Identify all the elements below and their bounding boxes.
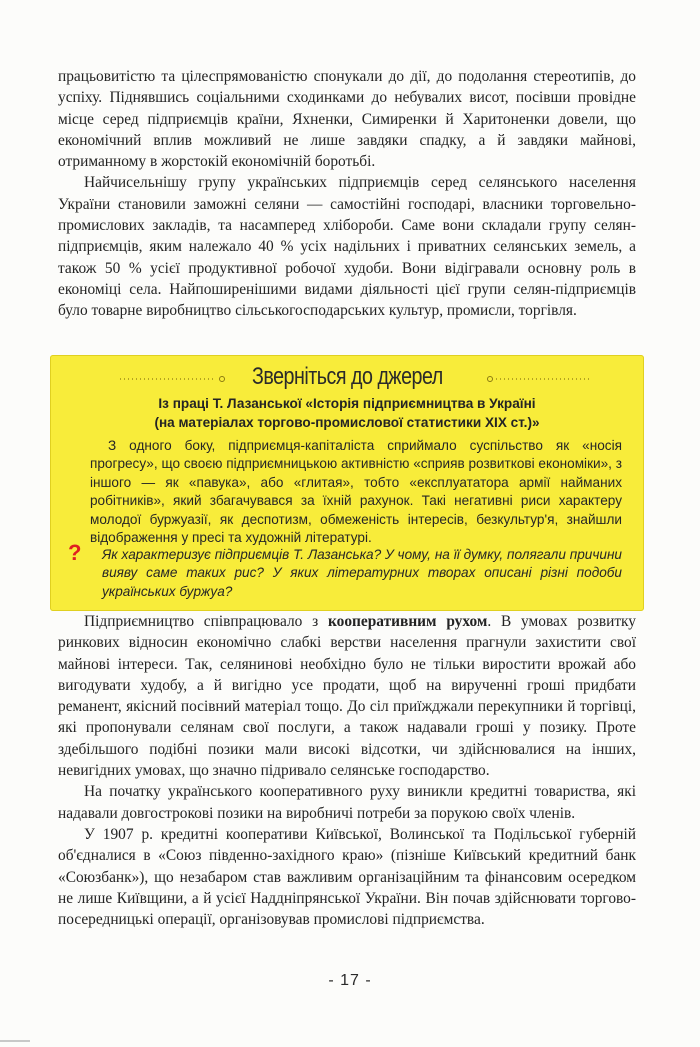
paragraph: На початку українського кооперативного руху виникли кредитні товариства, які надавали довгострокові позики на виробничі потреби за порукою своїх членів.	[58, 783, 636, 822]
bold-term: кооперативним рухом	[327, 613, 488, 630]
source-box-heading	[50, 361, 644, 393]
scan-edge-mark	[0, 1040, 30, 1042]
source-question: Як характеризує підприємців Т. Лазанська? У чому, на її думку, полягали причини вияву саме таких рис? У яких літературних творах описані різні подоби українських буржуа?	[102, 547, 622, 599]
page-number: - 17 -	[328, 972, 372, 989]
dotted-ornament-right-icon	[482, 375, 592, 383]
source-callout-box	[50, 355, 644, 611]
paragraph: У 1907 р. кредитні кооперативи Київської, Волинської та Подільської губерній об'єдналися в «Союз південно-західного краю» (пізніше Київський кредитний банк «Союзбанк»), що незабаром став важливим організаційним та фінансовим осередком не лише Київщини, а й усієї Наддніпрянської України. Він почав здійснювати торгово-посередницькі операції, організовував промислові підприємства.	[58, 825, 636, 929]
paragraph-text: Підприємництво співпрацювало з	[84, 613, 328, 630]
question-mark-icon: ?	[68, 540, 82, 565]
source-box-title: Зверніться до джерел	[251, 363, 443, 390]
paragraph	[58, 611, 636, 781]
paragraph-text: . В умовах розвитку ринкових відносин економічно слабкі верстви населення прагнули захистити свої майнові інтереси. Так, селянинові необхідно було не тільки виростити врожай або вигодувати худобу, а й вигідно усе продати, щоб на вирученні гроші придбати реманент, якісний посівний матеріал тощо. До сіл приїжджали перекупники й торгівці, які пропонували селянам свої послуги, а також надавали гроші у позику. Проте здебільшого подібні позики мали високі відсотки, чи здійснювалися на інших, невигідних умовах, що значно підривало селянське господарство.	[58, 613, 637, 780]
source-quote: З одного боку, підприємця-капіталіста сприймало суспільство як «носія прогресу», що своєю підприємницькою активністю «сприяв розвиткові економіки», з іншого — як «павука», або «глитая», тобто «експлуататора армії найманих робітників», який збагачувався за їхній рахунок. Такі негативні риси характеру молодої буржуазії, як деспотизм, обмеженість інтересів, безкультур'я, знайшли відображення у пресі та художній літературі.	[90, 438, 622, 546]
paragraph: працьовитістю та цілеспрямованістю спонукали до дії, до подолання стереотипів, до успіху. Піднявшись соціальними сходинками до небувалих висот, посівши провідне місце серед підприємців країни, Яхненки, Симиренки й Харитоненки довели, що економічний вплив можливий не лише завдяки спадку, а й завдяки майнові, отриманному в жорстокій економічній боротьбі.	[58, 68, 636, 171]
paragraph: Найчисельнішу групу українських підприємців серед селянського населення України становили заможні селяни — самостійні господарі, власники торговельно-промислових закладів, та насамперед хлібороби. Саме вони складали групу селян-підприємців, яким належало 40 % усіх надільних і приватних селянських земель, а також 50 % усієї продуктивної робочої худоби. Вони відігравали основну роль в економіці села. Найпоширенішими видами діяльності цієї групи селян-підприємців було товарне виробництво сільськогосподарських культур, промисли, торгівля.	[58, 174, 636, 320]
source-subtitle-line: (на матеріалах торгово-промислової статистики XIX ст.)»	[154, 414, 540, 430]
dotted-ornament-left-icon	[120, 375, 230, 383]
bottom-text-block	[58, 611, 636, 930]
source-subtitle-line: Із праці Т. Лазанської «Історія підприємництва в Україні	[158, 396, 536, 411]
top-text-block	[58, 66, 636, 322]
source-subtitle	[70, 395, 624, 432]
